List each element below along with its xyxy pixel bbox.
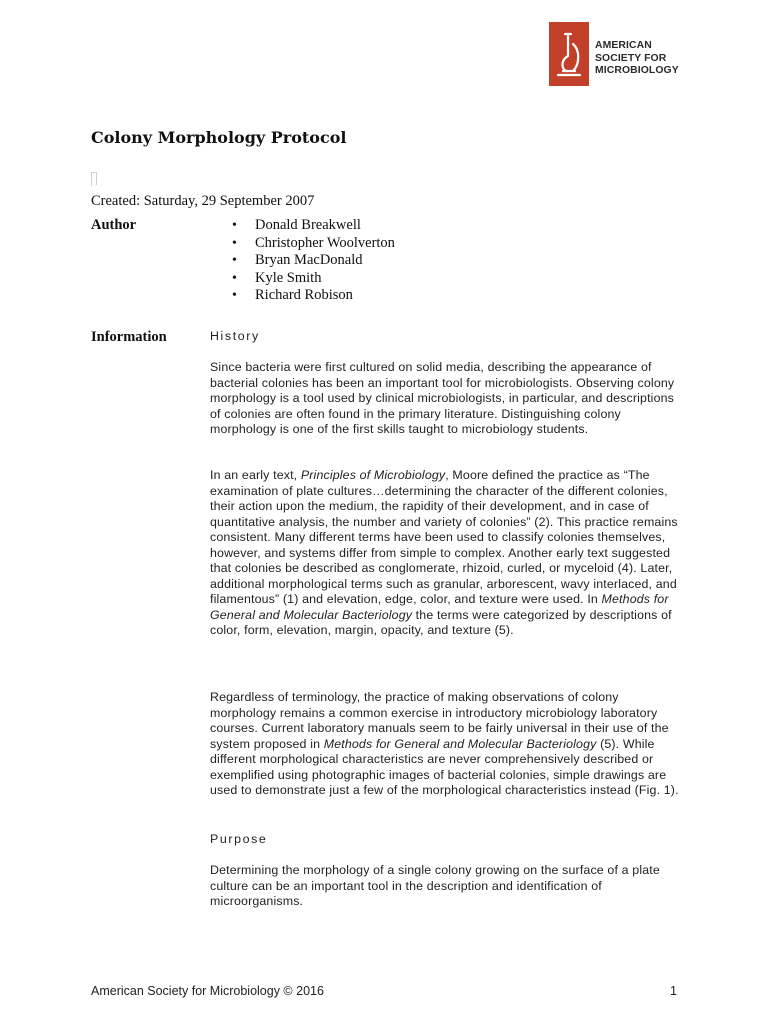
history-paragraph-2-text — [210, 468, 680, 639]
page-number: 1 — [670, 984, 677, 998]
history-p2-italic-a: Principles of Microbiology — [300, 468, 446, 482]
document-title: Colony Morphology Protocol — [91, 128, 347, 147]
history-p3-italic-a: Methods for General and Molecular Bacteriology — [323, 736, 597, 751]
history-heading: History — [210, 329, 260, 343]
author-item: • Kyle Smith — [232, 270, 395, 288]
author-item: • Richard Robison — [232, 287, 395, 305]
history-p2-part-a: In an early text, — [210, 468, 301, 482]
history-paragraph-1 — [210, 360, 680, 438]
purpose-paragraph-1-text: Determining the morphology of a single colony growing on the surface of a plate culture can be an important tool in the description and identification of microorganisms. — [210, 863, 660, 908]
history-paragraph-2 — [210, 468, 680, 639]
author-label: Author — [91, 217, 137, 233]
information-label: Information — [91, 329, 167, 345]
logo-line-3: MICROBIOLOGY — [595, 65, 679, 76]
asm-logo — [549, 22, 689, 88]
purpose-paragraph-1 — [210, 863, 680, 910]
logo-line-1: AMERICAN — [595, 40, 652, 51]
author-list — [232, 217, 395, 305]
history-p2-part-c: the terms were categorized by descriptions of color, form, elevation, margin, opacity, and texture (5). — [210, 607, 672, 637]
history-p2-italic-b: Methods for General and Molecular Bacteriology — [210, 592, 669, 622]
author-item: • Christopher Woolverton — [232, 235, 395, 253]
microscope-icon — [549, 22, 589, 86]
history-p3-part-a: Regardless of terminology, the practice of making observations of colony morphology remains a common exercise in introductory microbiology laboratory courses. Current laboratory manuals seem to be fairly universal in their use of the system proposed in — [210, 690, 669, 751]
footer-copyright: American Society for Microbiology © 2016 — [91, 984, 324, 998]
purpose-heading: Purpose — [210, 832, 268, 846]
logo-wordmark — [595, 40, 679, 78]
history-paragraph-3 — [210, 690, 680, 799]
created-date: Created: Saturday, 29 September 2007 — [91, 193, 315, 209]
logo-line-2: SOCIETY FOR — [595, 52, 667, 64]
author-item: • Donald Breakwell — [232, 217, 395, 235]
history-paragraph-3-text — [210, 690, 680, 799]
history-paragraph-1-text: Since bacteria were first cultured on solid media, describing the appearance of bacterial colonies has been an important tool for microbiologists. Observing colony morphology is a tool used by clinical microbiologists, in particular, and descriptions of colonies are often found in the primary literature. Distinguishing colony morphology is one of the first skills taught to microbiology students. — [210, 360, 675, 436]
history-p3-part-b: (5). While different morphological characteristics are never comprehensively described or exemplified using photographic images of bacterial colonies, simple drawings are used to demonstrate just a few of the morphological characteristics instead (Fig. 1). — [210, 736, 679, 797]
author-item: • Bryan MacDonald — [232, 252, 395, 270]
history-p2-part-b: , Moore defined the practice as “The examination of plate cultures…determining the character of the different colonies, their action upon the medium, the rapidity of their development, and in case of quantitative analysis, the number and variety of colonies” (2). This practice remains consistent. Many different terms have been used to classify colonies themselves, however, and systems differ from simple to complex. Another early text suggested that colonies be described as conglomerate, rhizoid, curled, or myceloid (4). Later, additional morphological terms such as granular, arborescent, wavy interlaced, and filamentous” (1) and elevation, edge, color, and texture were used. In — [210, 468, 678, 606]
empty-placeholder-mark-2 — [96, 172, 100, 185]
